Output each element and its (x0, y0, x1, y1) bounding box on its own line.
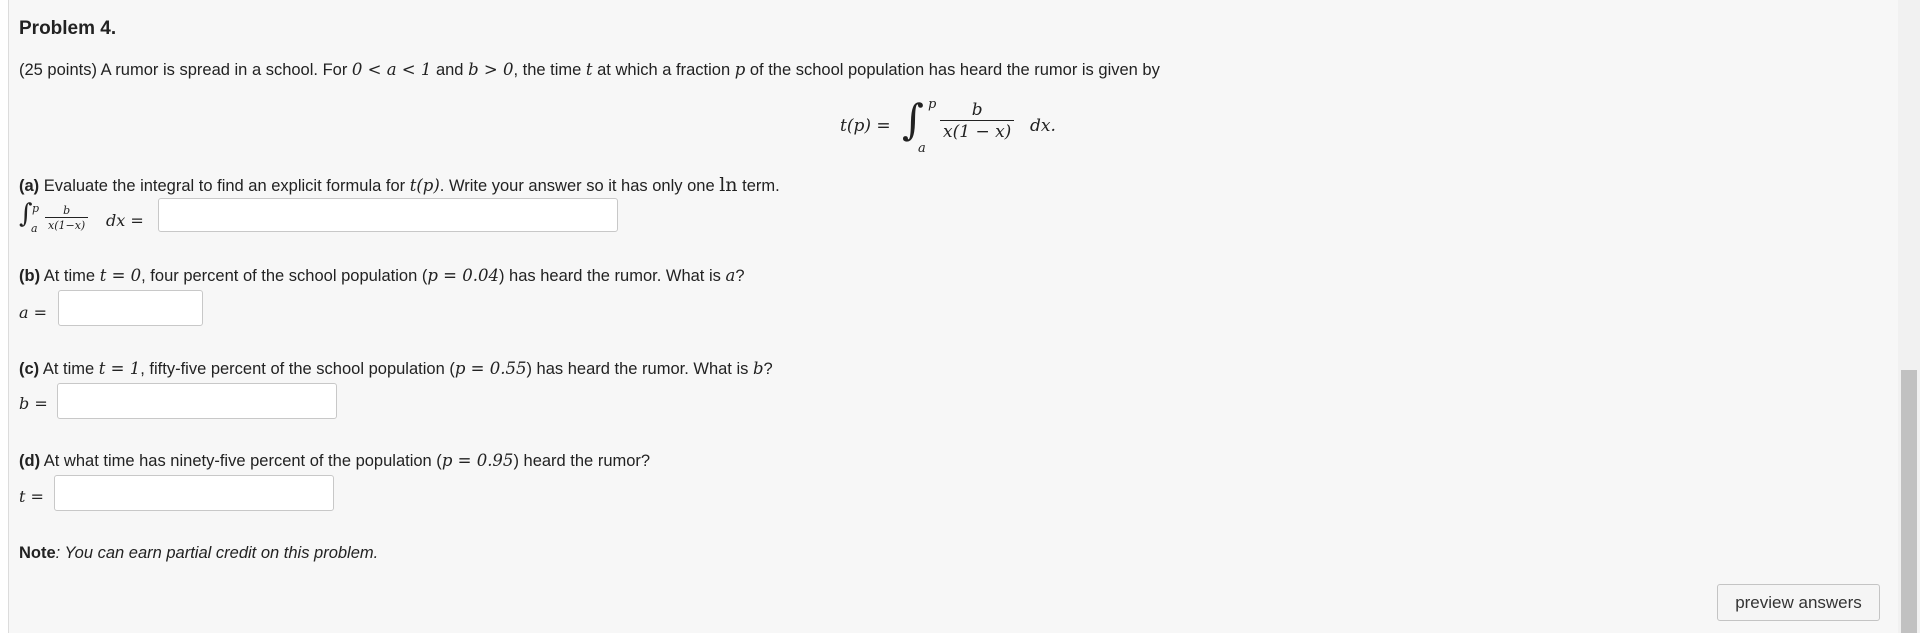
part-c-prefix: b = (19, 394, 48, 413)
integral-sign-small: ∫ (19, 199, 33, 229)
problem-panel (8, 0, 1898, 633)
part-c-question: (c) At time t = 1, fifty-five percent of the school population (p = 0.55) has heard the rumor. What is b? (19, 359, 773, 378)
part-b-prefix: a = (19, 303, 48, 322)
problem-title: Problem 4. (19, 18, 117, 39)
part-d-question: (d) At what time has ninety-five percent of the population (p = 0.95) heard the rumor? (19, 451, 651, 470)
integral-sign: ∫ (902, 95, 924, 144)
display-fraction: $\frac{b}{x(1 - x)}$ (940, 100, 1014, 142)
part-b-question: (b) At time t = 0, four percent of the school population (p = 0.04) has heard the rumor. What is a? (19, 266, 745, 285)
preview-answers-button[interactable]: preview answers (1717, 584, 1880, 621)
partial-credit-note: Note: You can earn partial credit on this problem. (19, 544, 379, 562)
part-a-question: (a) Evaluate the integral to find an explicit formula for t(p). Write your answer so it has only one ln term. (19, 174, 780, 196)
part-d-answer-input[interactable] (54, 475, 334, 511)
problem-intro: (25 points) A rumor is spread in a school. For 0 < a < 1 and b > 0, the time t at which a fraction p of the school population has heard the rumor is given by (19, 60, 1160, 79)
part-b-answer-input[interactable] (58, 290, 203, 326)
part-a-answer-input[interactable] (158, 198, 618, 232)
part-d-prefix: t = (19, 487, 44, 506)
part-a-fraction: $\frac{b}{x(1-x)}$ (45, 204, 88, 232)
part-c-answer-input[interactable] (57, 383, 337, 419)
scrollbar-thumb[interactable] (1901, 370, 1917, 633)
